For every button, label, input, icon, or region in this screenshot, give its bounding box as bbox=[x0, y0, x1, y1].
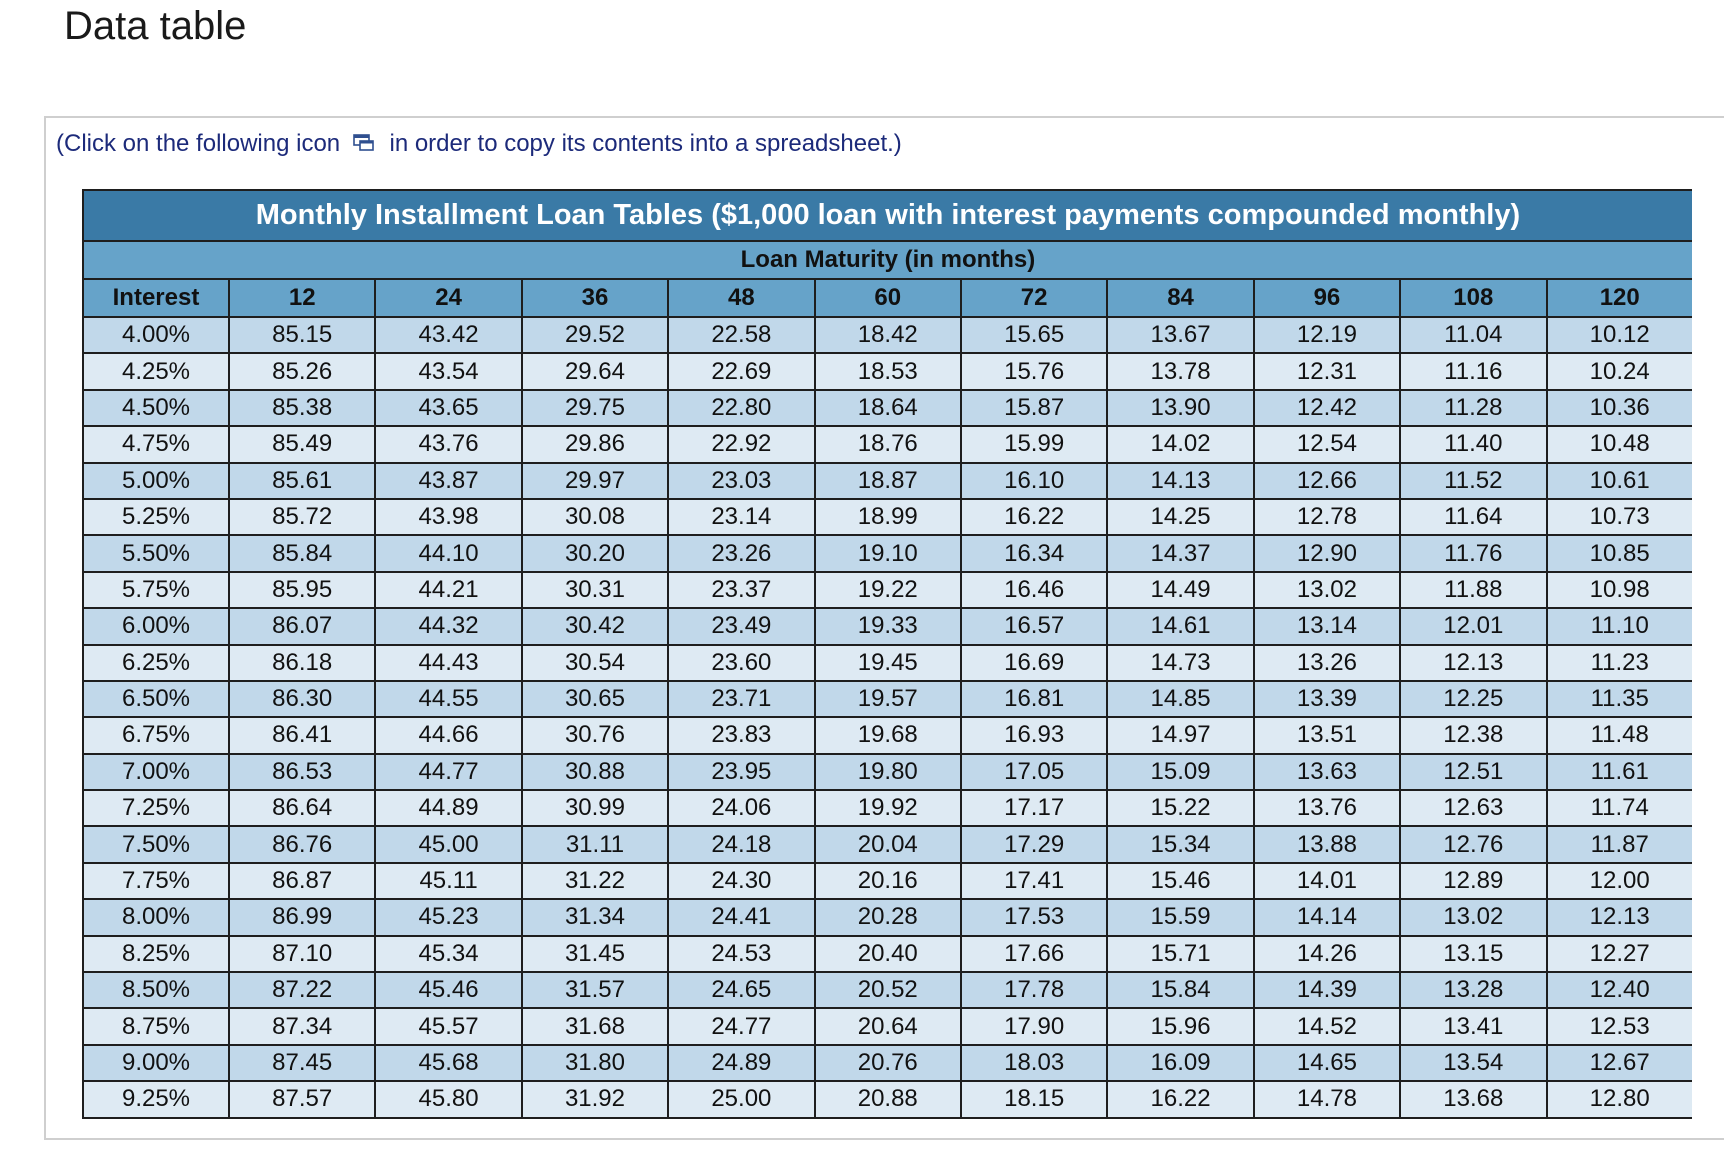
payment-cell: 10.48 bbox=[1547, 426, 1692, 462]
interest-rate-cell: 4.75% bbox=[83, 426, 229, 462]
payment-cell: 86.87 bbox=[229, 863, 375, 899]
payment-cell: 87.45 bbox=[229, 1045, 375, 1081]
payment-cell: 31.34 bbox=[522, 899, 668, 935]
payment-cell: 24.06 bbox=[668, 790, 814, 826]
payment-cell: 29.52 bbox=[522, 317, 668, 353]
table-row bbox=[83, 1008, 1692, 1044]
payment-cell: 85.84 bbox=[229, 535, 375, 571]
payment-cell: 31.45 bbox=[522, 936, 668, 972]
payment-cell: 30.42 bbox=[522, 608, 668, 644]
payment-cell: 23.03 bbox=[668, 463, 814, 499]
payment-cell: 12.00 bbox=[1547, 863, 1692, 899]
payment-cell: 14.39 bbox=[1254, 972, 1400, 1008]
loan-installment-table bbox=[82, 189, 1692, 1119]
copy-instruction bbox=[56, 130, 902, 159]
payment-cell: 31.11 bbox=[522, 826, 668, 862]
payment-cell: 85.95 bbox=[229, 572, 375, 608]
payment-cell: 10.85 bbox=[1547, 535, 1692, 571]
payment-cell: 23.83 bbox=[668, 717, 814, 753]
payment-cell: 14.65 bbox=[1254, 1045, 1400, 1081]
payment-cell: 30.54 bbox=[522, 645, 668, 681]
instruction-text-before: (Click on the following icon bbox=[56, 130, 341, 157]
payment-cell: 17.41 bbox=[961, 863, 1107, 899]
payment-cell: 23.49 bbox=[668, 608, 814, 644]
payment-cell: 24.65 bbox=[668, 972, 814, 1008]
payment-cell: 18.87 bbox=[815, 463, 961, 499]
payment-cell: 10.73 bbox=[1547, 499, 1692, 535]
payment-cell: 30.88 bbox=[522, 754, 668, 790]
payment-cell: 16.22 bbox=[1107, 1081, 1253, 1117]
payment-cell: 14.01 bbox=[1254, 863, 1400, 899]
payment-cell: 12.67 bbox=[1547, 1045, 1692, 1081]
payment-cell: 13.39 bbox=[1254, 681, 1400, 717]
payment-cell: 24.77 bbox=[668, 1008, 814, 1044]
payment-cell: 11.87 bbox=[1547, 826, 1692, 862]
payment-cell: 16.81 bbox=[961, 681, 1107, 717]
interest-rate-cell: 4.50% bbox=[83, 390, 229, 426]
payment-cell: 19.22 bbox=[815, 572, 961, 608]
payment-cell: 12.53 bbox=[1547, 1008, 1692, 1044]
payment-cell: 85.38 bbox=[229, 390, 375, 426]
payment-cell: 12.27 bbox=[1547, 936, 1692, 972]
interest-rate-cell: 4.00% bbox=[83, 317, 229, 353]
payment-cell: 11.04 bbox=[1400, 317, 1546, 353]
table-row bbox=[83, 535, 1692, 571]
payment-cell: 43.42 bbox=[375, 317, 521, 353]
table-row bbox=[83, 645, 1692, 681]
payment-cell: 11.48 bbox=[1547, 717, 1692, 753]
payment-cell: 16.46 bbox=[961, 572, 1107, 608]
interest-rate-cell: 6.25% bbox=[83, 645, 229, 681]
copy-to-spreadsheet-icon[interactable] bbox=[353, 131, 375, 159]
table-row bbox=[83, 608, 1692, 644]
table-row bbox=[83, 1045, 1692, 1081]
table-row bbox=[83, 754, 1692, 790]
loan-table-scroll-area bbox=[82, 189, 1692, 1140]
payment-cell: 17.29 bbox=[961, 826, 1107, 862]
interest-rate-cell: 4.25% bbox=[83, 353, 229, 389]
payment-cell: 12.89 bbox=[1400, 863, 1546, 899]
payment-cell: 29.64 bbox=[522, 353, 668, 389]
payment-cell: 16.10 bbox=[961, 463, 1107, 499]
payment-cell: 18.76 bbox=[815, 426, 961, 462]
payment-cell: 43.87 bbox=[375, 463, 521, 499]
payment-cell: 15.22 bbox=[1107, 790, 1253, 826]
payment-cell: 31.80 bbox=[522, 1045, 668, 1081]
table-row bbox=[83, 499, 1692, 535]
payment-cell: 11.88 bbox=[1400, 572, 1546, 608]
payment-cell: 87.10 bbox=[229, 936, 375, 972]
payment-cell: 16.57 bbox=[961, 608, 1107, 644]
payment-cell: 44.10 bbox=[375, 535, 521, 571]
payment-cell: 15.59 bbox=[1107, 899, 1253, 935]
payment-cell: 30.08 bbox=[522, 499, 668, 535]
payment-cell: 45.68 bbox=[375, 1045, 521, 1081]
payment-cell: 10.12 bbox=[1547, 317, 1692, 353]
payment-cell: 23.37 bbox=[668, 572, 814, 608]
payment-cell: 29.97 bbox=[522, 463, 668, 499]
payment-cell: 19.92 bbox=[815, 790, 961, 826]
table-row bbox=[83, 1081, 1692, 1117]
payment-cell: 11.76 bbox=[1400, 535, 1546, 571]
interest-rate-cell: 6.00% bbox=[83, 608, 229, 644]
column-header-row bbox=[83, 279, 1692, 317]
payment-cell: 86.53 bbox=[229, 754, 375, 790]
payment-cell: 11.40 bbox=[1400, 426, 1546, 462]
table-row bbox=[83, 463, 1692, 499]
payment-cell: 19.45 bbox=[815, 645, 961, 681]
payment-cell: 45.23 bbox=[375, 899, 521, 935]
payment-cell: 44.89 bbox=[375, 790, 521, 826]
interest-rate-cell: 8.75% bbox=[83, 1008, 229, 1044]
payment-cell: 13.28 bbox=[1400, 972, 1546, 1008]
payment-cell: 13.78 bbox=[1107, 353, 1253, 389]
payment-cell: 22.80 bbox=[668, 390, 814, 426]
payment-cell: 22.58 bbox=[668, 317, 814, 353]
payment-cell: 85.72 bbox=[229, 499, 375, 535]
payment-cell: 20.88 bbox=[815, 1081, 961, 1117]
interest-rate-cell: 5.25% bbox=[83, 499, 229, 535]
payment-cell: 12.42 bbox=[1254, 390, 1400, 426]
payment-cell: 13.63 bbox=[1254, 754, 1400, 790]
payment-cell: 23.60 bbox=[668, 645, 814, 681]
payment-cell: 45.80 bbox=[375, 1081, 521, 1117]
payment-cell: 24.89 bbox=[668, 1045, 814, 1081]
payment-cell: 19.80 bbox=[815, 754, 961, 790]
payment-cell: 44.66 bbox=[375, 717, 521, 753]
payment-cell: 29.75 bbox=[522, 390, 668, 426]
interest-rate-cell: 7.50% bbox=[83, 826, 229, 862]
column-header-months: 120 bbox=[1547, 279, 1692, 317]
payment-cell: 15.09 bbox=[1107, 754, 1253, 790]
table-row bbox=[83, 317, 1692, 353]
payment-cell: 30.65 bbox=[522, 681, 668, 717]
payment-cell: 45.00 bbox=[375, 826, 521, 862]
payment-cell: 19.68 bbox=[815, 717, 961, 753]
payment-cell: 44.21 bbox=[375, 572, 521, 608]
payment-cell: 14.49 bbox=[1107, 572, 1253, 608]
payment-cell: 17.90 bbox=[961, 1008, 1107, 1044]
payment-cell: 11.35 bbox=[1547, 681, 1692, 717]
payment-cell: 13.76 bbox=[1254, 790, 1400, 826]
payment-cell: 30.31 bbox=[522, 572, 668, 608]
payment-cell: 14.61 bbox=[1107, 608, 1253, 644]
payment-cell: 23.95 bbox=[668, 754, 814, 790]
payment-cell: 15.46 bbox=[1107, 863, 1253, 899]
payment-cell: 86.18 bbox=[229, 645, 375, 681]
column-header-months: 84 bbox=[1107, 279, 1253, 317]
interest-rate-cell: 5.75% bbox=[83, 572, 229, 608]
payment-cell: 14.02 bbox=[1107, 426, 1253, 462]
payment-cell: 44.43 bbox=[375, 645, 521, 681]
payment-cell: 31.57 bbox=[522, 972, 668, 1008]
payment-cell: 12.31 bbox=[1254, 353, 1400, 389]
payment-cell: 30.76 bbox=[522, 717, 668, 753]
payment-cell: 17.66 bbox=[961, 936, 1107, 972]
payment-cell: 25.00 bbox=[668, 1081, 814, 1117]
payment-cell: 14.78 bbox=[1254, 1081, 1400, 1117]
payment-cell: 11.61 bbox=[1547, 754, 1692, 790]
column-header-months: 60 bbox=[815, 279, 961, 317]
payment-cell: 23.26 bbox=[668, 535, 814, 571]
table-row bbox=[83, 863, 1692, 899]
payment-cell: 45.46 bbox=[375, 972, 521, 1008]
payment-cell: 16.34 bbox=[961, 535, 1107, 571]
payment-cell: 12.13 bbox=[1400, 645, 1546, 681]
payment-cell: 43.98 bbox=[375, 499, 521, 535]
payment-cell: 11.10 bbox=[1547, 608, 1692, 644]
payment-cell: 86.07 bbox=[229, 608, 375, 644]
payment-cell: 13.51 bbox=[1254, 717, 1400, 753]
interest-rate-cell: 9.25% bbox=[83, 1081, 229, 1117]
payment-cell: 24.18 bbox=[668, 826, 814, 862]
payment-cell: 12.80 bbox=[1547, 1081, 1692, 1117]
payment-cell: 23.71 bbox=[668, 681, 814, 717]
table-row bbox=[83, 717, 1692, 753]
payment-cell: 19.33 bbox=[815, 608, 961, 644]
payment-cell: 11.74 bbox=[1547, 790, 1692, 826]
payment-cell: 87.34 bbox=[229, 1008, 375, 1044]
table-row bbox=[83, 899, 1692, 935]
payment-cell: 12.01 bbox=[1400, 608, 1546, 644]
payment-cell: 24.41 bbox=[668, 899, 814, 935]
payment-cell: 12.38 bbox=[1400, 717, 1546, 753]
payment-cell: 14.14 bbox=[1254, 899, 1400, 935]
column-header-months: 108 bbox=[1400, 279, 1546, 317]
payment-cell: 20.16 bbox=[815, 863, 961, 899]
table-row bbox=[83, 426, 1692, 462]
payment-cell: 86.41 bbox=[229, 717, 375, 753]
payment-cell: 13.14 bbox=[1254, 608, 1400, 644]
column-header-interest: Interest bbox=[83, 279, 229, 317]
payment-cell: 11.52 bbox=[1400, 463, 1546, 499]
payment-cell: 13.41 bbox=[1400, 1008, 1546, 1044]
payment-cell: 18.15 bbox=[961, 1081, 1107, 1117]
payment-cell: 85.15 bbox=[229, 317, 375, 353]
interest-rate-cell: 6.50% bbox=[83, 681, 229, 717]
payment-cell: 12.76 bbox=[1400, 826, 1546, 862]
payment-cell: 17.53 bbox=[961, 899, 1107, 935]
payment-cell: 14.25 bbox=[1107, 499, 1253, 535]
payment-cell: 18.42 bbox=[815, 317, 961, 353]
payment-cell: 14.52 bbox=[1254, 1008, 1400, 1044]
table-body bbox=[83, 317, 1692, 1118]
payment-cell: 30.20 bbox=[522, 535, 668, 571]
payment-cell: 14.13 bbox=[1107, 463, 1253, 499]
column-header-months: 24 bbox=[375, 279, 521, 317]
interest-rate-cell: 6.75% bbox=[83, 717, 229, 753]
payment-cell: 44.77 bbox=[375, 754, 521, 790]
payment-cell: 13.68 bbox=[1400, 1081, 1546, 1117]
column-header-months: 48 bbox=[668, 279, 814, 317]
interest-rate-cell: 7.00% bbox=[83, 754, 229, 790]
payment-cell: 12.40 bbox=[1547, 972, 1692, 1008]
payment-cell: 10.36 bbox=[1547, 390, 1692, 426]
interest-rate-cell: 8.00% bbox=[83, 899, 229, 935]
payment-cell: 15.76 bbox=[961, 353, 1107, 389]
table-row bbox=[83, 972, 1692, 1008]
payment-cell: 17.05 bbox=[961, 754, 1107, 790]
payment-cell: 14.97 bbox=[1107, 717, 1253, 753]
payment-cell: 16.93 bbox=[961, 717, 1107, 753]
payment-cell: 87.57 bbox=[229, 1081, 375, 1117]
payment-cell: 43.65 bbox=[375, 390, 521, 426]
payment-cell: 19.57 bbox=[815, 681, 961, 717]
payment-cell: 16.69 bbox=[961, 645, 1107, 681]
payment-cell: 18.03 bbox=[961, 1045, 1107, 1081]
interest-rate-cell: 7.25% bbox=[83, 790, 229, 826]
payment-cell: 23.14 bbox=[668, 499, 814, 535]
payment-cell: 14.85 bbox=[1107, 681, 1253, 717]
payment-cell: 12.66 bbox=[1254, 463, 1400, 499]
payment-cell: 12.78 bbox=[1254, 499, 1400, 535]
payment-cell: 86.76 bbox=[229, 826, 375, 862]
payment-cell: 22.69 bbox=[668, 353, 814, 389]
payment-cell: 85.26 bbox=[229, 353, 375, 389]
column-header-months: 72 bbox=[961, 279, 1107, 317]
payment-cell: 20.76 bbox=[815, 1045, 961, 1081]
payment-cell: 44.32 bbox=[375, 608, 521, 644]
payment-cell: 15.99 bbox=[961, 426, 1107, 462]
payment-cell: 44.55 bbox=[375, 681, 521, 717]
payment-cell: 12.90 bbox=[1254, 535, 1400, 571]
payment-cell: 15.96 bbox=[1107, 1008, 1253, 1044]
payment-cell: 19.10 bbox=[815, 535, 961, 571]
page-title: Data table bbox=[64, 4, 247, 48]
payment-cell: 12.54 bbox=[1254, 426, 1400, 462]
payment-cell: 12.13 bbox=[1547, 899, 1692, 935]
payment-cell: 43.54 bbox=[375, 353, 521, 389]
payment-cell: 17.78 bbox=[961, 972, 1107, 1008]
interest-rate-cell: 5.00% bbox=[83, 463, 229, 499]
table-row bbox=[83, 390, 1692, 426]
payment-cell: 18.53 bbox=[815, 353, 961, 389]
column-header-months: 12 bbox=[229, 279, 375, 317]
payment-cell: 13.54 bbox=[1400, 1045, 1546, 1081]
instruction-text-after: in order to copy its contents into a spreadsheet.) bbox=[389, 130, 902, 157]
column-header-months: 96 bbox=[1254, 279, 1400, 317]
payment-cell: 12.19 bbox=[1254, 317, 1400, 353]
payment-cell: 11.23 bbox=[1547, 645, 1692, 681]
table-row bbox=[83, 936, 1692, 972]
payment-cell: 18.64 bbox=[815, 390, 961, 426]
payment-cell: 86.30 bbox=[229, 681, 375, 717]
table-row bbox=[83, 826, 1692, 862]
payment-cell: 14.26 bbox=[1254, 936, 1400, 972]
payment-cell: 15.71 bbox=[1107, 936, 1253, 972]
payment-cell: 20.28 bbox=[815, 899, 961, 935]
payment-cell: 20.40 bbox=[815, 936, 961, 972]
payment-cell: 31.22 bbox=[522, 863, 668, 899]
payment-cell: 10.61 bbox=[1547, 463, 1692, 499]
payment-cell: 11.28 bbox=[1400, 390, 1546, 426]
payment-cell: 13.88 bbox=[1254, 826, 1400, 862]
payment-cell: 13.02 bbox=[1254, 572, 1400, 608]
payment-cell: 10.24 bbox=[1547, 353, 1692, 389]
table-row bbox=[83, 572, 1692, 608]
payment-cell: 86.64 bbox=[229, 790, 375, 826]
interest-rate-cell: 5.50% bbox=[83, 535, 229, 571]
payment-cell: 15.84 bbox=[1107, 972, 1253, 1008]
payment-cell: 13.26 bbox=[1254, 645, 1400, 681]
payment-cell: 29.86 bbox=[522, 426, 668, 462]
payment-cell: 86.99 bbox=[229, 899, 375, 935]
payment-cell: 43.76 bbox=[375, 426, 521, 462]
payment-cell: 31.68 bbox=[522, 1008, 668, 1044]
payment-cell: 13.90 bbox=[1107, 390, 1253, 426]
payment-cell: 22.92 bbox=[668, 426, 814, 462]
table-title: Monthly Installment Loan Tables ($1,000 loan with interest payments compounded monthly) bbox=[83, 190, 1692, 241]
payment-cell: 20.64 bbox=[815, 1008, 961, 1044]
interest-rate-cell: 7.75% bbox=[83, 863, 229, 899]
payment-cell: 11.16 bbox=[1400, 353, 1546, 389]
payment-cell: 10.98 bbox=[1547, 572, 1692, 608]
payment-cell: 12.25 bbox=[1400, 681, 1546, 717]
payment-cell: 24.30 bbox=[668, 863, 814, 899]
payment-cell: 14.73 bbox=[1107, 645, 1253, 681]
payment-cell: 15.34 bbox=[1107, 826, 1253, 862]
payment-cell: 11.64 bbox=[1400, 499, 1546, 535]
payment-cell: 15.65 bbox=[961, 317, 1107, 353]
payment-cell: 16.09 bbox=[1107, 1045, 1253, 1081]
data-table-panel bbox=[44, 116, 1724, 1140]
payment-cell: 20.04 bbox=[815, 826, 961, 862]
interest-rate-cell: 8.50% bbox=[83, 972, 229, 1008]
payment-cell: 31.92 bbox=[522, 1081, 668, 1117]
payment-cell: 12.51 bbox=[1400, 754, 1546, 790]
payment-cell: 18.99 bbox=[815, 499, 961, 535]
payment-cell: 85.61 bbox=[229, 463, 375, 499]
payment-cell: 15.87 bbox=[961, 390, 1107, 426]
interest-rate-cell: 8.25% bbox=[83, 936, 229, 972]
payment-cell: 13.15 bbox=[1400, 936, 1546, 972]
payment-cell: 45.57 bbox=[375, 1008, 521, 1044]
table-row bbox=[83, 353, 1692, 389]
payment-cell: 16.22 bbox=[961, 499, 1107, 535]
payment-cell: 13.02 bbox=[1400, 899, 1546, 935]
column-header-months: 36 bbox=[522, 279, 668, 317]
payment-cell: 12.63 bbox=[1400, 790, 1546, 826]
payment-cell: 17.17 bbox=[961, 790, 1107, 826]
table-row bbox=[83, 790, 1692, 826]
payment-cell: 20.52 bbox=[815, 972, 961, 1008]
payment-cell: 13.67 bbox=[1107, 317, 1253, 353]
payment-cell: 85.49 bbox=[229, 426, 375, 462]
payment-cell: 45.34 bbox=[375, 936, 521, 972]
payment-cell: 45.11 bbox=[375, 863, 521, 899]
table-subtitle: Loan Maturity (in months) bbox=[83, 241, 1692, 279]
interest-rate-cell: 9.00% bbox=[83, 1045, 229, 1081]
payment-cell: 14.37 bbox=[1107, 535, 1253, 571]
payment-cell: 30.99 bbox=[522, 790, 668, 826]
payment-cell: 24.53 bbox=[668, 936, 814, 972]
table-row bbox=[83, 681, 1692, 717]
payment-cell: 87.22 bbox=[229, 972, 375, 1008]
